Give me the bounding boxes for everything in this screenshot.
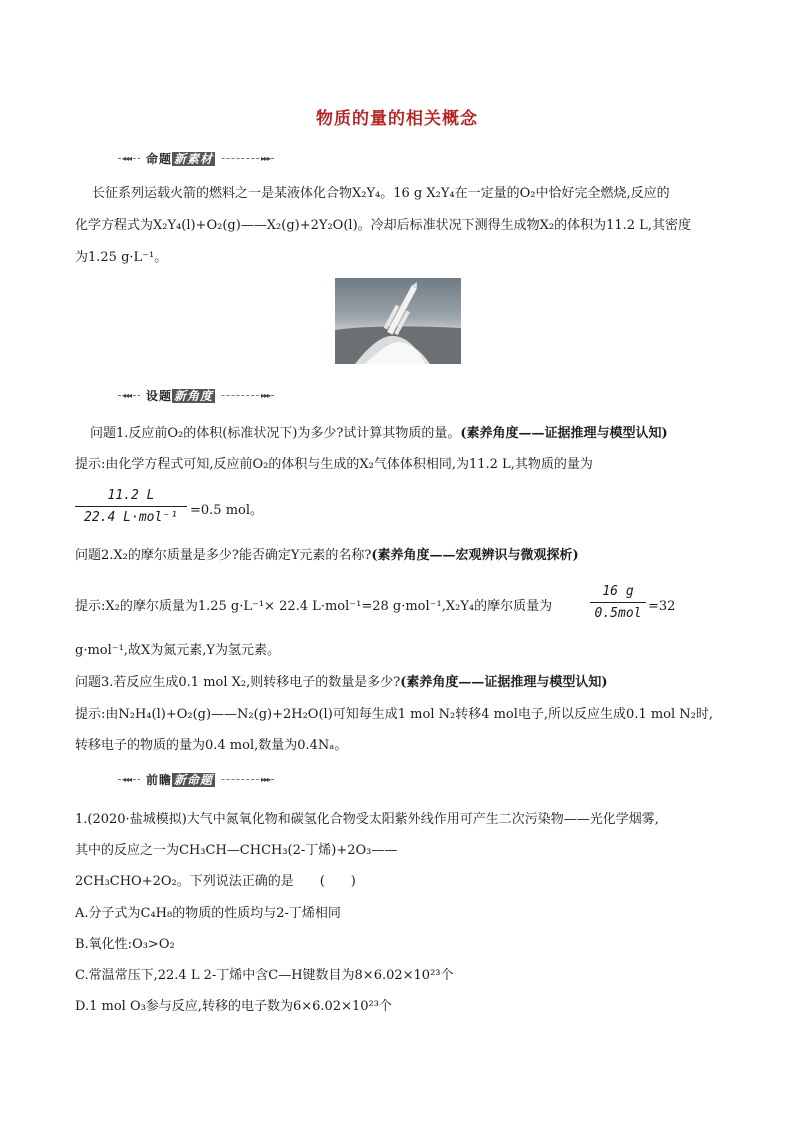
question-2-hint: 提示:X₂的摩尔质量为1.25 g·L⁻¹× 22.4 L·mol⁻¹=28 g·mol⁻¹,X₂Y₄的摩尔质量为 <box>75 599 553 614</box>
rocket-launch-image <box>335 278 461 364</box>
problem-1-option-c: C.常温常压下,22.4 L 2-丁烯中含C—H键数目为8×6.02×10²³个 <box>75 968 454 983</box>
question-3-hint-line-2: 转移电子的物质的量为0.4 mol,数量为0.4Nₐ。 <box>75 738 348 753</box>
section-tag-new-problem: ◂◂◂ 前瞻 新命题 ▸▸▸ <box>118 771 274 789</box>
question-1: 问题1.反应前O₂的体积(标准状况下)为多少?试计算其物质的量。(素养角度——证据推理与模型认知) <box>90 426 668 441</box>
question-3: 问题3.若反应生成0.1 mol X₂,则转移电子的数量是多少?(素养角度——证据推理与模型认知) <box>75 675 608 690</box>
intro-line-1: 长征系列运载火箭的燃料之一是某液体化合物X₂Y₄。16 g X₂Y₄在一定量的O₂中恰好完全燃烧,反应的 <box>92 186 670 201</box>
question-2-hint-line-2: g·mol⁻¹,故X为氮元素,Y为氢元素。 <box>75 643 280 658</box>
problem-1-option-d: D.1 mol O₃参与反应,转移的电子数为6×6.02×10²³个 <box>75 999 392 1014</box>
fraction-mass-over-moles: 16 g 0.5mol <box>590 584 646 621</box>
problem-1-option-a: A.分子式为C₄H₈的物质的性质均与2-丁烯相同 <box>75 906 341 921</box>
question-2-result: =32 <box>648 599 676 614</box>
intro-line-2: 化学方程式为X₂Y₄(l)+O₂(g)——X₂(g)+2Y₂O(l)。冷却后标准状况下测得生成物X₂的体积为11.2 L,其密度 <box>75 218 691 233</box>
question-3-hint-line-1: 提示:由N₂H₄(l)+O₂(g)——N₂(g)+2H₂O(l)可知每生成1 mol N₂转移4 mol电子,所以反应生成0.1 mol N₂时, <box>75 707 714 722</box>
question-1-hint: 提示:由化学方程式可知,反应前O₂的体积与生成的X₂气体体积相同,为11.2 L,其物质的量为 <box>75 457 593 472</box>
intro-line-3: 为1.25 g·L⁻¹。 <box>75 250 168 265</box>
page-title: 物质的量的相关概念 <box>316 109 478 129</box>
rocket-icon <box>335 278 461 364</box>
fraction-volume-over-molar-volume: 11.2 L 22.4 L·mol⁻¹ <box>75 488 187 525</box>
problem-1-line-1: 1.(2020·盐城模拟)大气中氮氧化物和碳氢化合物受太阳紫外线作用可产生二次污染物——光化学烟雾, <box>75 812 659 827</box>
problem-1-line-3: 2CH₃CHO+2O₂。下列说法正确的是 ( ) <box>75 874 356 889</box>
question-1-result: =0.5 mol。 <box>190 503 264 518</box>
section-tag-angle: ◂◂◂ 设题 新角度 ▸▸▸ <box>118 387 274 405</box>
question-2: 问题2.X₂的摩尔质量是多少?能否确定Y元素的名称?(素养角度——宏观辨识与微观探析) <box>75 548 579 563</box>
problem-1-line-2: 其中的反应之一为CH₃CH—CHCH₃(2-丁烯)+2O₃—— <box>75 843 398 858</box>
problem-1-option-b: B.氧化性:O₃>O₂ <box>75 937 175 952</box>
section-tag-material: ◂◂◂ 命题 新素材 ▸▸▸ <box>118 150 274 168</box>
